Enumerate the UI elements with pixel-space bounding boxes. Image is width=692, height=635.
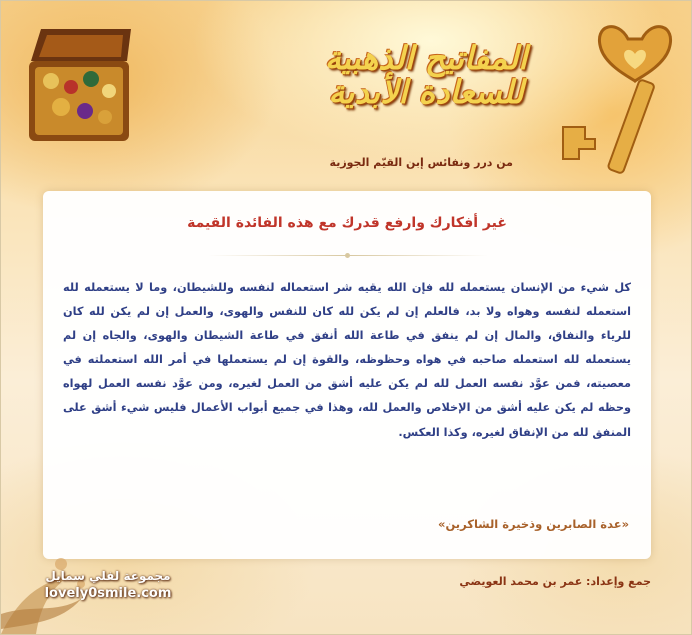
title-line-2: للسعادة الأبدية xyxy=(328,73,524,111)
divider-ornament xyxy=(345,253,350,258)
credit-line: جمع وإعداد: عمر بن محمد العويضي xyxy=(459,575,651,588)
content-panel xyxy=(43,191,651,559)
golden-key-icon xyxy=(523,9,673,199)
article-body: كل شيء من الإنسان يستعمله لله فإن الله يقيه شر استعماله لنفسه وللشيطان، وما لا يستعمله لله استعمله لنفسه وهواه ولا بد، فالعلم إن لم يكن لله كان للنفس والهوى، والعمل إن لم يكن لله كان للرياء والنفاق، والمال إن لم ينفق في طاعة الله أنفق في طاعة الشيطان والهوى، والجاه إن لم يستعمله لله استعمله صاحبه في هواه وحظوظه، والقوة إن لم يستعملها في أمر الله استعملته في معصيته، فمن عوَّد نفسه العمل لله لم يكن عليه أشق من العمل لغيره، ومن عوَّد نفسه العمل لهواه وحظه لم يكن عليه أشق من الإخلاص والعمل لله، وهذا في جميع أبواب الأعمال فليس شيء أشق على المنفق لله من الإنفاق لغيره، وكذا العكس. xyxy=(63,281,631,439)
site-name: مجموعة لفلي سمايل xyxy=(45,569,171,583)
article-heading: غير أفكارك وارفع قدرك مع هذه الفائدة القيمة xyxy=(187,215,507,231)
source-citation: «عدة الصابرين وذخيرة الشاكرين» xyxy=(438,517,629,531)
site-url: lovely0smile.com xyxy=(44,586,172,601)
jewel-box-icon xyxy=(21,21,141,161)
tagline: من درر ونفائس إبن القيّم الجوزية xyxy=(329,156,513,169)
title-line-1: المفاتيح الذهبية xyxy=(324,39,528,77)
title-logo xyxy=(311,41,541,109)
